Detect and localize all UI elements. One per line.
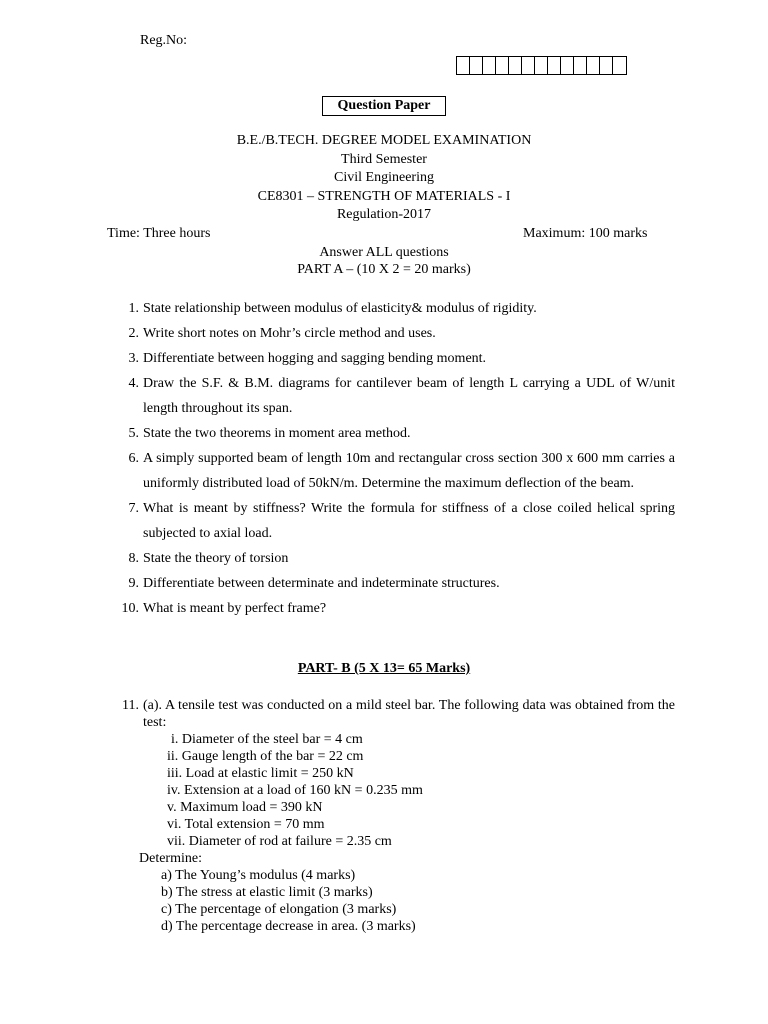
q11-determine-list [107,867,675,935]
part-b-heading: PART- B (5 X 13= 65 Marks) [297,661,471,676]
reg-no-box-cell [548,57,561,74]
question-11-intro: (a). A tensile test was conducted on a mild steel bar. The following data was obtained from the test: [143,698,675,730]
question-number: 11. [122,698,139,713]
question-text: Differentiate between determinate and indeterminate structures. [143,576,500,591]
q11-determine-item: d) The percentage decrease in area. (3 marks) [161,919,416,934]
q11-data-list [107,731,675,850]
q11-data-item: i. Diameter of the steel bar = 4 cm [171,732,363,747]
question-text: State relationship between modulus of elasticity& modulus of rigidity. [143,301,537,316]
question-number: 9. [128,576,139,591]
time-duration: Time: Three hours [107,226,211,241]
reg-no-box-cell [509,57,522,74]
question-item [107,446,675,496]
question-number: 3. [128,351,139,366]
exam-title: B.E./B.TECH. DEGREE MODEL EXAMINATION [236,133,532,148]
q11-determine-item: c) The percentage of elongation (3 marks) [161,902,397,917]
question-item [107,321,675,346]
question-text: What is meant by stiffness? Write the formula for stiffness of a close coiled helical spring subjected to axial load. [143,501,675,541]
question-text: What is meant by perfect frame? [143,601,327,616]
question-text: Differentiate between hogging and sagging bending moment. [143,351,487,366]
question-number: 6. [128,451,139,466]
reg-no-box-cell [574,57,587,74]
question-item [107,296,675,321]
semester: Third Semester [341,152,427,167]
reg-no-box-cell [496,57,509,74]
reg-no-box-cell [561,57,574,74]
question-item [107,496,675,546]
question-number: 2. [128,326,139,341]
reg-no-box-cell [522,57,535,74]
q11-data-item: ii. Gauge length of the bar = 22 cm [167,749,364,764]
q11-determine-item: b) The stress at elastic limit (3 marks) [161,885,373,900]
q11-data-item: vi. Total extension = 70 mm [167,817,325,832]
reg-no-box-cell [457,57,470,74]
determine-label: Determine: [139,851,202,866]
reg-no-boxes [456,56,627,75]
reg-no-box-cell [483,57,496,74]
reg-no-box-cell [600,57,613,74]
reg-no-box-cell [613,57,626,74]
question-number: 4. [128,376,139,391]
department: Civil Engineering [334,170,434,185]
q11-data-item: v. Maximum load = 390 kN [167,800,323,815]
question-text: Draw the S.F. & B.M. diagrams for cantilever beam of length L carrying a UDL of W/unit length throughout its span. [143,376,675,416]
regulation: Regulation-2017 [336,207,432,222]
question-text: State the theory of torsion [143,551,289,566]
reg-no-box-cell [470,57,483,74]
part-a-heading: PART A – (10 X 2 = 20 marks) [297,262,471,277]
q11-data-item: vii. Diameter of rod at failure = 2.35 cm [167,834,392,849]
q11-determine-item: a) The Young’s modulus (4 marks) [161,868,356,883]
question-number: 10. [121,601,139,616]
question-text: A simply supported beam of length 10m and rectangular cross section 300 x 600 mm carries a uniformly distributed load of 50kN/m. Determine the maximum deflection of the beam. [143,451,675,491]
question-number: 8. [128,551,139,566]
question-text: Write short notes on Mohr’s circle method and uses. [143,326,436,341]
instruction: Answer ALL questions [319,245,449,260]
question-item [107,371,675,421]
reg-no-box-cell [535,57,548,74]
question-number: 5. [128,426,139,441]
subject: CE8301 – STRENGTH OF MATERIALS - I [257,189,511,204]
question-item [107,596,675,621]
q11-data-item: iii. Load at elastic limit = 250 kN [167,766,354,781]
question-item [107,546,675,571]
reg-no-label: Reg.No: [140,33,188,48]
question-11 [107,697,675,935]
question-item [107,421,675,446]
question-number: 7. [128,501,139,516]
max-marks: Maximum: 100 marks [523,226,648,241]
reg-no-box-cell [587,57,600,74]
q11-data-item: iv. Extension at a load of 160 kN = 0.235 mm [167,783,423,798]
question-paper-box: Question Paper [322,96,446,116]
question-text: State the two theorems in moment area method. [143,426,411,441]
question-item [107,571,675,596]
part-a-question-list [107,296,675,621]
question-item [107,346,675,371]
question-number: 1. [128,301,139,316]
